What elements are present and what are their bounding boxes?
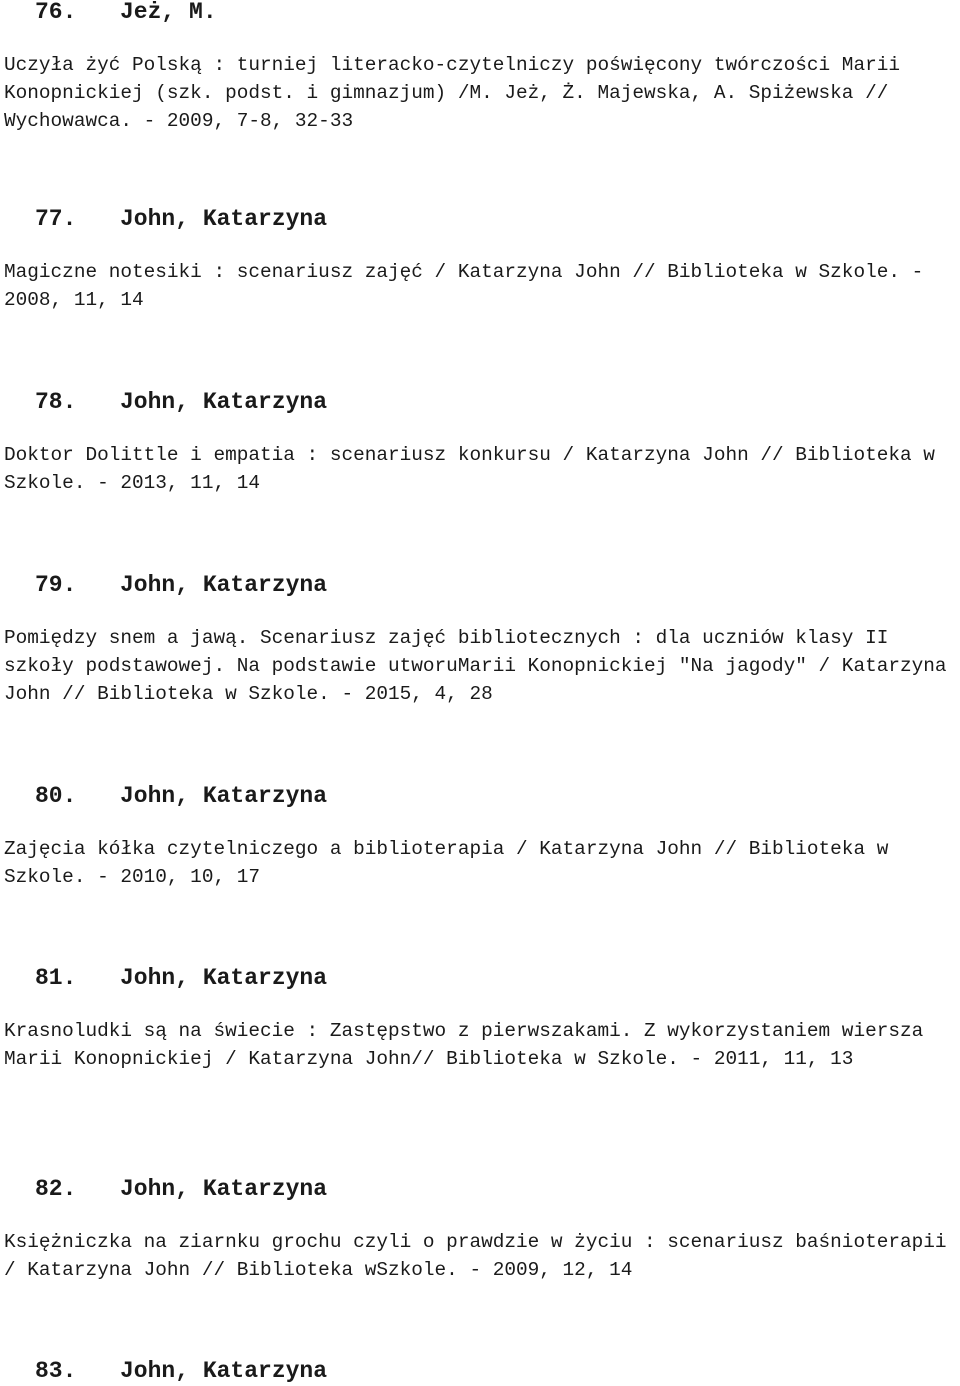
entry-citation: Magiczne notesiki : scenariusz zajęć / Katarzyna John // Biblioteka w Szkole. - 2008, 11, 14	[4, 261, 924, 311]
entry-number: 78.	[35, 389, 77, 415]
entry-author: John, Katarzyna	[120, 783, 328, 809]
entry-number: 83.	[35, 1358, 77, 1384]
entry-citation: Księżniczka na ziarnku grochu czyli o prawdzie w życiu : scenariusz baśnioterapii / Katarzyna John // Biblioteka wSzkole. - 2009, 12, 14	[4, 1231, 947, 1281]
entry-author: John, Katarzyna	[120, 1358, 328, 1384]
entry-number: 77.	[35, 206, 77, 232]
entry-citation: Zajęcia kółka czytelniczego a biblioterapia / Katarzyna John // Biblioteka w Szkole. - 2010, 10, 17	[4, 838, 889, 888]
bibliography-entry-76	[0, 0, 960, 135]
entry-heading	[0, 964, 960, 992]
bibliography-entry-81	[0, 964, 960, 1073]
entry-author: John, Katarzyna	[120, 206, 328, 232]
entry-author: John, Katarzyna	[120, 572, 328, 598]
entry-heading	[0, 0, 960, 26]
entry-author: John, Katarzyna	[120, 389, 328, 415]
entry-citation: Pomiędzy snem a jawą. Scenariusz zajęć bibliotecznych : dla uczniów klasy II szkoły podstawowej. Na podstawie utworuMarii Konopnickiej "Na jagody" / Katarzyna John // Biblioteka w Szkole. - 2015, 4, 28	[4, 627, 947, 705]
bibliography-entry-79	[0, 571, 960, 708]
entry-heading	[0, 1175, 960, 1203]
bibliography-entry-77	[0, 205, 960, 314]
entry-citation: Doktor Dolittle i empatia : scenariusz konkursu / Katarzyna John // Biblioteka w Szkole. - 2013, 11, 14	[4, 444, 935, 494]
entry-number: 81.	[35, 965, 77, 991]
entry-heading	[0, 388, 960, 416]
entry-heading	[0, 782, 960, 810]
bibliography-entry-78	[0, 388, 960, 497]
entry-heading	[0, 571, 960, 599]
entry-heading	[0, 205, 960, 233]
bibliography-entry-82	[0, 1175, 960, 1284]
entry-citation: Krasnoludki są na świecie : Zastępstwo z pierwszakami. Z wykorzystaniem wiersza Marii Konopnickiej / Katarzyna John// Biblioteka w Szkole. - 2011, 11, 13	[4, 1020, 924, 1070]
entry-number: 82.	[35, 1176, 77, 1202]
entry-number: 79.	[35, 572, 77, 598]
entry-number: 76.	[35, 0, 77, 25]
entry-author: John, Katarzyna	[120, 1176, 328, 1202]
entry-number: 80.	[35, 783, 77, 809]
bibliography-entry-83	[0, 1357, 960, 1385]
bibliography-entry-80	[0, 782, 960, 891]
entry-citation: Uczyła żyć Polską : turniej literacko-czytelniczy poświęcony twórczości Marii Konopnickiej (szk. podst. i gimnazjum) /M. Jeż, Ż. Majewska, A. Spiżewska // Wychowawca. - 2009, 7-8, 32-33	[4, 54, 900, 132]
entry-author: John, Katarzyna	[120, 965, 328, 991]
entry-author: Jeż, M.	[120, 0, 217, 25]
entry-heading	[0, 1357, 960, 1385]
